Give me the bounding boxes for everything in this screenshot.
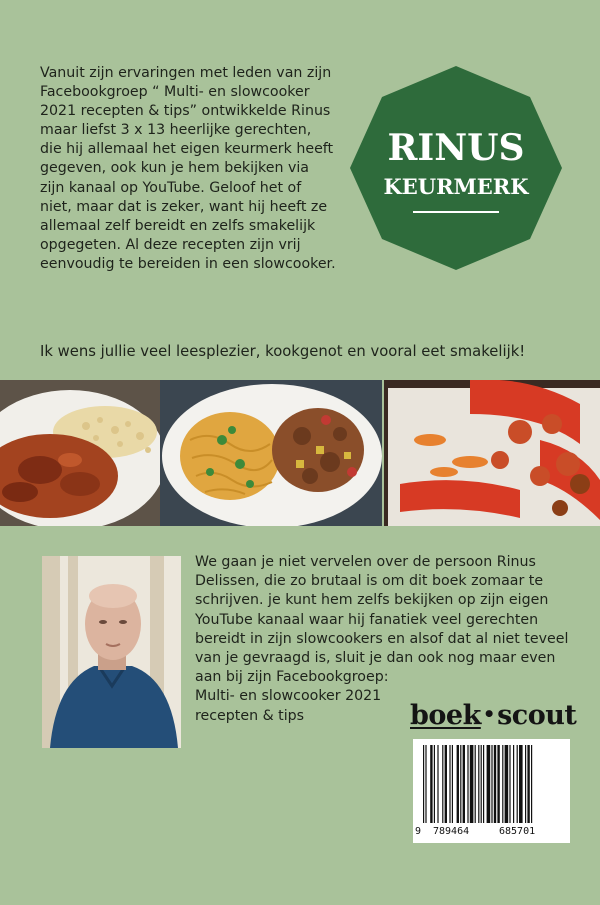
bio-line: recepten & tips: [195, 707, 305, 724]
bio-line: bereidt in zijn slowcookers en alsof dat al niet teveel: [195, 630, 569, 647]
intro-line: opgegeten. Al deze recepten zijn vrij: [40, 236, 301, 253]
intro-line: maar liefst 3 x 13 heerlijke gerechten,: [40, 122, 312, 139]
barcode-digits: [413, 826, 570, 840]
intro-line: zijn kanaal op YouTube. Geloof het of: [40, 179, 302, 196]
barcode-bars: [413, 739, 570, 827]
barcode-right-group: 685701: [499, 826, 536, 837]
bio-line: van je gevraagd is, sluit je dan ook nog maar even: [195, 650, 556, 667]
closing-wish: Ik wens jullie veel leesplezier, kookgenot en vooral eet smakelijk!: [40, 343, 526, 360]
bio-line: Multi- en slowcooker 2021: [195, 688, 382, 705]
intro-paragraph: [40, 64, 350, 274]
keurmerk-seal: [350, 66, 562, 270]
barcode-left-group: 789464: [433, 826, 470, 837]
food-photo-strip: [0, 380, 600, 526]
bio-line: schrijven. je kunt hem zelfs bekijken op zijn eigen: [195, 592, 549, 609]
intro-line: allemaal zelf bereidt en zelfs smakelijk: [40, 217, 316, 234]
bio-line: aan bij zijn Facebookgroep:: [195, 669, 389, 686]
barcode-first-digit: 9: [415, 826, 422, 837]
seal-title: RINUS: [387, 127, 525, 169]
intro-line: eenvoudig te bereiden in een slowcooker.: [40, 255, 336, 272]
food-photo-noodles: [160, 380, 382, 526]
publisher-logo: [410, 697, 577, 731]
bio-line: Delissen, die zo brutaal is om dit boek zomaar te: [195, 573, 544, 590]
seal-subtitle: KEURMERK: [383, 174, 529, 199]
food-photo-peppers: [384, 380, 600, 526]
intro-line: Vanuit zijn ervaringen met leden van zijn: [40, 65, 332, 81]
intro-line: Facebookgroep “ Multi- en slowcooker: [40, 84, 310, 101]
publisher-name-part2: scout: [497, 700, 577, 731]
intro-line: die hij allemaal het eigen keurmerk heeft: [40, 141, 334, 158]
publisher-dot: •: [482, 702, 496, 726]
intro-line: gegeven, ook kun je hem bekijken via: [40, 160, 310, 177]
bio-line: YouTube kanaal waar hij fanatiek veel gerechten: [195, 611, 539, 628]
isbn-barcode: [413, 739, 570, 843]
author-portrait: [42, 556, 181, 748]
bio-line: We gaan je niet vervelen over de persoon Rinus: [195, 554, 536, 570]
food-photo-stew: [0, 380, 166, 526]
intro-line: 2021 recepten & tips” ontwikkelde Rinus: [40, 103, 331, 120]
intro-line: niet, maar dat is zeker, want hij heeft ze: [40, 198, 328, 215]
seal-badge: [350, 66, 562, 270]
publisher-name-part1: boek: [410, 700, 481, 731]
